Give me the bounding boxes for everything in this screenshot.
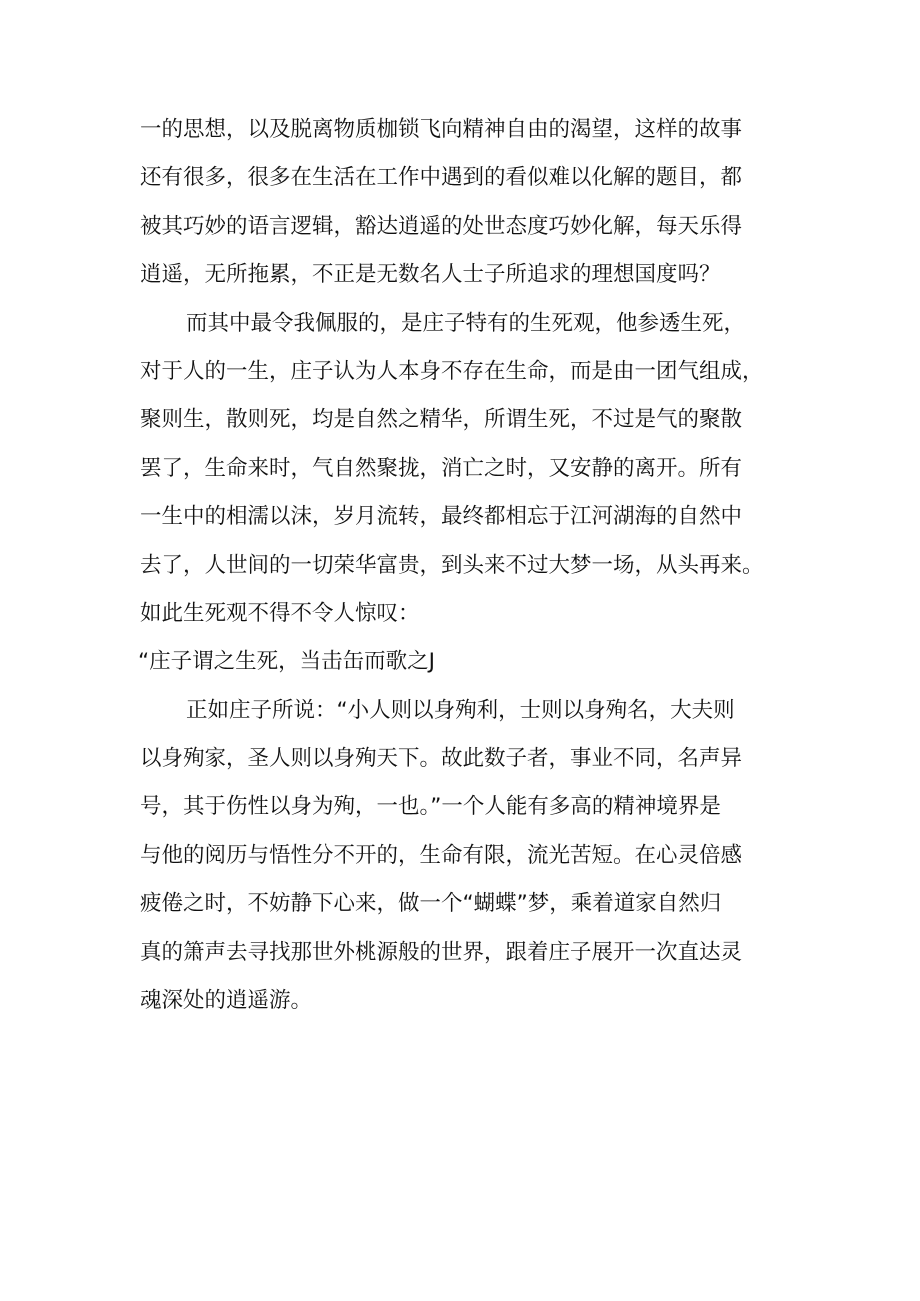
body-text [140, 106, 785, 1025]
text-line: 聚则生，散则死，均是自然之精华，所谓生死，不过是气的聚散 [140, 407, 743, 433]
text-line: 号，其于伤性以身为殉，一也。”一个人能有多高的精神境界是 [140, 794, 721, 820]
text-line: 被其巧妙的语言逻辑，豁达逍遥的处世态度巧妙化解，每天乐得 [140, 213, 743, 239]
text-line: 魂深处的逍遥游。 [140, 988, 313, 1014]
text-line: 对于人的一生，庄子认为人本身不存在生命，而是由一团气组成， [140, 358, 764, 384]
text-line: 一生中的相濡以沫，岁月流转，最终都相忘于江河湖海的自然中 [140, 504, 743, 530]
paragraph-start-line: 而其中最令我佩服的，是庄子特有的生死观，他参透生死， [186, 310, 746, 336]
text-line: 去了，人世间的一切荣华富贵，到头来不过大梦一场，从头再来。 [140, 552, 764, 578]
paragraph-start-line: 正如庄子所说：“小人则以身殉利，士则以身殉名，大夫则 [186, 697, 735, 723]
text-line: 如此生死观不得不令人惊叹： [140, 600, 420, 626]
text-line: 以身殉家，圣人则以身殉天下。故此数子者，事业不同，名声异 [140, 746, 743, 772]
text-line: 罢了，生命来时，气自然聚拢，消亡之时，又安静的离开。所有 [140, 455, 743, 481]
text-line: 还有很多，很多在生活在工作中遇到的看似难以化解的题目，都 [140, 165, 743, 191]
text-line: 疲倦之时，不妨静下心来，做一个“蝴蝶”梦，乘着道家自然归 [140, 891, 722, 917]
text-line: 真的箫声去寻找那世外桃源般的世界，跟着庄子展开一次直达灵 [140, 939, 743, 965]
text-line: 一的思想，以及脱离物质枷锁飞向精神自由的渴望，这样的故事 [140, 117, 743, 142]
text-line: 与他的阅历与悟性分不开的，生命有限，流光苦短。在心灵倍感 [140, 842, 743, 868]
text-line: 逍遥，无所拖累，不正是无数名人士子所追求的理想国度吗？ [140, 262, 721, 288]
quote-line: “庄子谓之生死，当击缶而歌之J [138, 649, 435, 675]
